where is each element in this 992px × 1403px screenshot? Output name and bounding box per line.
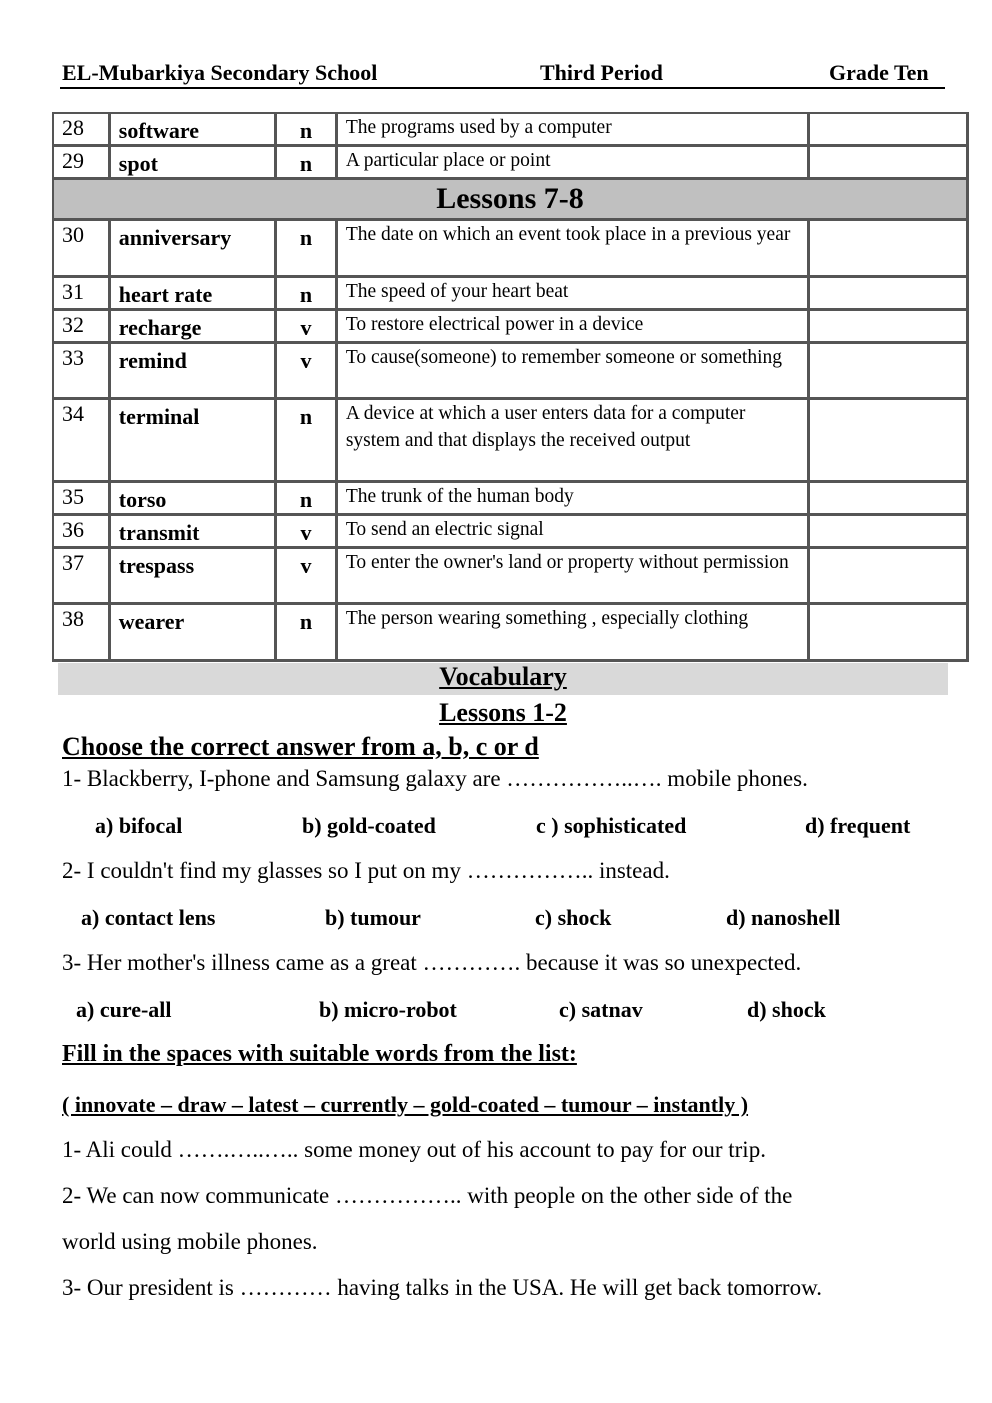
part-of-speech: v xyxy=(276,515,337,548)
fill-instruction: Fill in the spaces with suitable words from the list: xyxy=(62,1041,577,1067)
vocabulary-table xyxy=(52,112,969,662)
definition: To cause(someone) to remember someone or something xyxy=(337,343,809,399)
part-of-speech: n xyxy=(276,482,337,515)
option: b) micro-robot xyxy=(319,997,457,1022)
row-number: 33 xyxy=(53,343,110,399)
choose-instruction: Choose the correct answer from a, b, c or d xyxy=(62,732,539,761)
option: a) bifocal xyxy=(95,813,183,838)
option: c) shock xyxy=(535,905,612,930)
header-underline xyxy=(60,87,945,89)
question-2: 2- I couldn't find my glasses so I put on my …………….. instead. xyxy=(62,858,670,883)
part-of-speech: v xyxy=(276,310,337,343)
definition: To restore electrical power in a device xyxy=(337,310,809,343)
fill-sentence-2: 2- We can now communicate …………….. with people on the other side of the xyxy=(62,1183,793,1208)
table-row xyxy=(53,343,968,399)
row-number: 38 xyxy=(53,604,110,661)
word-list: ( innovate – draw – latest – currently – gold-coated – tumour – instantly ) xyxy=(62,1092,749,1117)
table-row xyxy=(53,310,968,343)
option: d) shock xyxy=(747,997,826,1022)
answer-cell[interactable] xyxy=(809,220,968,277)
grade: Grade Ten xyxy=(829,60,929,85)
table-row xyxy=(53,113,968,146)
row-number: 34 xyxy=(53,399,110,482)
definition: The programs used by a computer xyxy=(337,113,809,146)
word: recharge xyxy=(110,310,276,343)
section-row xyxy=(53,179,968,220)
row-number: 29 xyxy=(53,146,110,179)
option: c ) sophisticated xyxy=(536,813,687,838)
definition: A particular place or point xyxy=(337,146,809,179)
table-row xyxy=(53,220,968,277)
vocabulary-title: Vocabulary xyxy=(439,662,567,691)
definition: The date on which an event took place in a previous year xyxy=(337,220,809,277)
answer-cell[interactable] xyxy=(809,277,968,310)
table-row xyxy=(53,515,968,548)
answer-cell[interactable] xyxy=(809,310,968,343)
word: transmit xyxy=(110,515,276,548)
fill-sentence-1: 1- Ali could …….…..….. some money out of his account to pay for our trip. xyxy=(62,1137,766,1162)
word: spot xyxy=(110,146,276,179)
part-of-speech: v xyxy=(276,548,337,604)
lessons-title: Lessons 1-2 xyxy=(439,698,567,727)
word: heart rate xyxy=(110,277,276,310)
definition: The speed of your heart beat xyxy=(337,277,809,310)
row-number: 28 xyxy=(53,113,110,146)
fill-sentence-3: 3- Our president is ………… having talks in the USA. He will get back tomorrow. xyxy=(62,1275,822,1300)
definition: A device at which a user enters data for a computer system and that displays the received output xyxy=(337,399,809,482)
part-of-speech: n xyxy=(276,220,337,277)
part-of-speech: n xyxy=(276,399,337,482)
definition: The trunk of the human body xyxy=(337,482,809,515)
row-number: 35 xyxy=(53,482,110,515)
table-row xyxy=(53,548,968,604)
answer-cell[interactable] xyxy=(809,399,968,482)
answer-cell[interactable] xyxy=(809,343,968,399)
option: a) cure-all xyxy=(76,997,172,1022)
school-name: EL-Mubarkiya Secondary School xyxy=(62,60,378,85)
row-number: 30 xyxy=(53,220,110,277)
period: Third Period xyxy=(540,60,663,85)
part-of-speech: n xyxy=(276,604,337,661)
section-title: Lessons 7-8 xyxy=(53,179,968,220)
answer-cell[interactable] xyxy=(809,604,968,661)
answer-cell[interactable] xyxy=(809,113,968,146)
part-of-speech: n xyxy=(276,277,337,310)
word: torso xyxy=(110,482,276,515)
part-of-speech: n xyxy=(276,113,337,146)
table-row xyxy=(53,399,968,482)
row-number: 31 xyxy=(53,277,110,310)
option: d) frequent xyxy=(805,813,911,838)
part-of-speech: n xyxy=(276,146,337,179)
answer-cell[interactable] xyxy=(809,548,968,604)
definition: To enter the owner's land or property without permission xyxy=(337,548,809,604)
option: b) gold-coated xyxy=(302,813,436,838)
part-of-speech: v xyxy=(276,343,337,399)
table-row xyxy=(53,604,968,661)
word: software xyxy=(110,113,276,146)
word: remind xyxy=(110,343,276,399)
table-row xyxy=(53,277,968,310)
row-number: 36 xyxy=(53,515,110,548)
word: terminal xyxy=(110,399,276,482)
fill-sentence-2-cont: world using mobile phones. xyxy=(62,1229,318,1254)
option: d) nanoshell xyxy=(726,905,841,930)
word: wearer xyxy=(110,604,276,661)
option: c) satnav xyxy=(559,997,643,1022)
definition: The person wearing something , especially clothing xyxy=(337,604,809,661)
answer-cell[interactable] xyxy=(809,515,968,548)
option: b) tumour xyxy=(325,905,421,930)
answer-cell[interactable] xyxy=(809,146,968,179)
question-3: 3- Her mother's illness came as a great …………. because it was so unexpected. xyxy=(62,950,802,975)
option: a) contact lens xyxy=(81,905,216,930)
word: anniversary xyxy=(110,220,276,277)
table-row xyxy=(53,146,968,179)
word: trespass xyxy=(110,548,276,604)
question-1: 1- Blackberry, I-phone and Samsung galaxy are ……………..…. mobile phones. xyxy=(62,766,808,791)
row-number: 32 xyxy=(53,310,110,343)
row-number: 37 xyxy=(53,548,110,604)
table-row xyxy=(53,482,968,515)
answer-cell[interactable] xyxy=(809,482,968,515)
definition: To send an electric signal xyxy=(337,515,809,548)
